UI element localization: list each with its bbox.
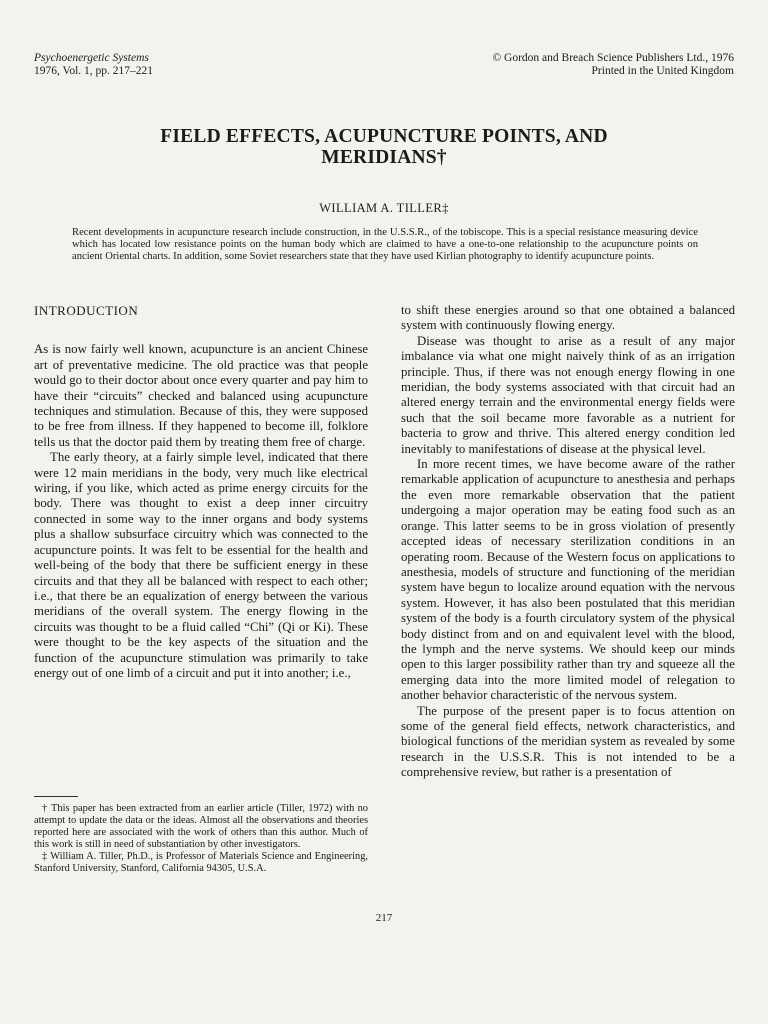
body-paragraph: The early theory, at a fairly simple level, indicated that there were 12 main meridians in the body, very much like electrical wiring, if you like, which acted as prime energy circuits for the body. There was thought to exist a deep inner circuitry connected in some way to the inner organs and body systems plus a shallow subsurface circuitry which was connected to the acupuncture points. It was felt to be essential for the health and well-being of the body that there be sufficient energy in these circuits and that they all be balanced with respect to each other; i.e., that there be an equalization of energy between the various meridians of the overall system. The energy flowing in the circuits was thought to be a fluid called “Chi” (Qi or Ki). These were thought to be the key aspects of the situation and the function of the acupuncture stimulation was primarily to take energy out of one limb of a circuit and put it into another; i.e.,	[34, 450, 368, 680]
body-paragraph: The purpose of the present paper is to focus attention on some of the general field effects, network characteristics, and biological functions of the meridian system as revealed by some research in the U.S.S.R. This is not intended to be a comprehensive review, but rather is a presentation of	[401, 703, 735, 780]
title-line-1: FIELD EFFECTS, ACUPUNCTURE POINTS, AND	[160, 126, 608, 147]
title-line-2: MERIDIANS†	[321, 147, 447, 168]
body-paragraph: to shift these energies around so that one obtained a balanced system with continuously flowing energy.	[401, 303, 735, 333]
body-paragraph: As is now fairly well known, acupuncture is an ancient Chinese art of preventative medicine. The old practice was that people would go to their doctor about once every quarter and pay him to have their “circuits” checked and balanced using acupuncture techniques and stimulation. Because of this, they were supposed to be free from illness. If they happened to become ill, folklore tells us that the doctor paid them by treating them free of charge.	[34, 342, 368, 449]
left-column	[34, 303, 368, 681]
right-column	[401, 303, 735, 781]
journal-citation	[34, 52, 153, 78]
page-number: 217	[375, 912, 393, 924]
journal-volume: 1976, Vol. 1, pp. 217–221	[34, 65, 154, 77]
body-paragraph: Disease was thought to arise as a result of any major imbalance via what one might naively think of as an irrigation principle. Thus, if there was not enough energy flowing in one meridian, the body systems associated with that circuit had an altered energy terrain and the environmental energy fields were such that the soil became more favorable as a nutrient for bacteria to grow and thrive. This altered energy condition led inevitably to manifestations of disease at the physical level.	[401, 333, 735, 456]
journal-name: Psychoenergetic Systems	[34, 52, 149, 64]
footnotes	[34, 803, 368, 875]
section-heading: INTRODUCTION	[34, 303, 139, 318]
body-paragraph: In more recent times, we have become aware of the rather remarkable application of acupuncture to anesthesia and perhaps the even more remarkable observation that the patient undergoing a major operation may be eating food such as an orange. This latter seems to be in gross violation of presently accepted ideas of necessary sterilization conditions in an operating room. Because of the Western focus on applications to anesthesia, models of structure and functioning of the meridian system have begun to localize around equation with the nervous system. However, it has also been postulated that this meridian system of the body is a fourth circulatory system of the physical body distinct from and on and equivalent level with the blood, the lymph and the nerve systems. We should keep our minds open to this larger possibility rather than try and squeeze all the emerging data into the more limited model of relegation to another behavior characteristic of the nervous system.	[401, 457, 735, 703]
publisher-info	[492, 52, 734, 78]
copyright-line: © Gordon and Breach Science Publishers Ltd., 1976	[492, 52, 734, 64]
footnote: ‡ William A. Tiller, Ph.D., is Professor of Materials Science and Engineering, Stanford University, Stanford, California 94305, U.S.A.	[34, 851, 368, 874]
author-name: WILLIAM A. TILLER‡	[319, 201, 449, 215]
printed-line: Printed in the United Kingdom	[591, 65, 734, 77]
abstract: Recent developments in acupuncture research include construction, in the U.S.S.R., of the tobiscope. This is a special resistance measuring device which has located low resistance points on the human body which are claimed to have a one-to-one relationship to the acupuncture points on ancient Oriental charts. In addition, some Soviet researchers state that they have used Kirlian photography to identify acupuncture points.	[72, 227, 698, 262]
footnote-divider	[34, 796, 78, 797]
paper-title	[80, 126, 688, 168]
footnote: † This paper has been extracted from an earlier article (Tiller, 1972) with no attempt to update the data or the ideas. Almost all the observations and theories reported here are associated with the work of others than this author. Much of this work is still in need of substantiation by other investigators.	[34, 803, 368, 850]
